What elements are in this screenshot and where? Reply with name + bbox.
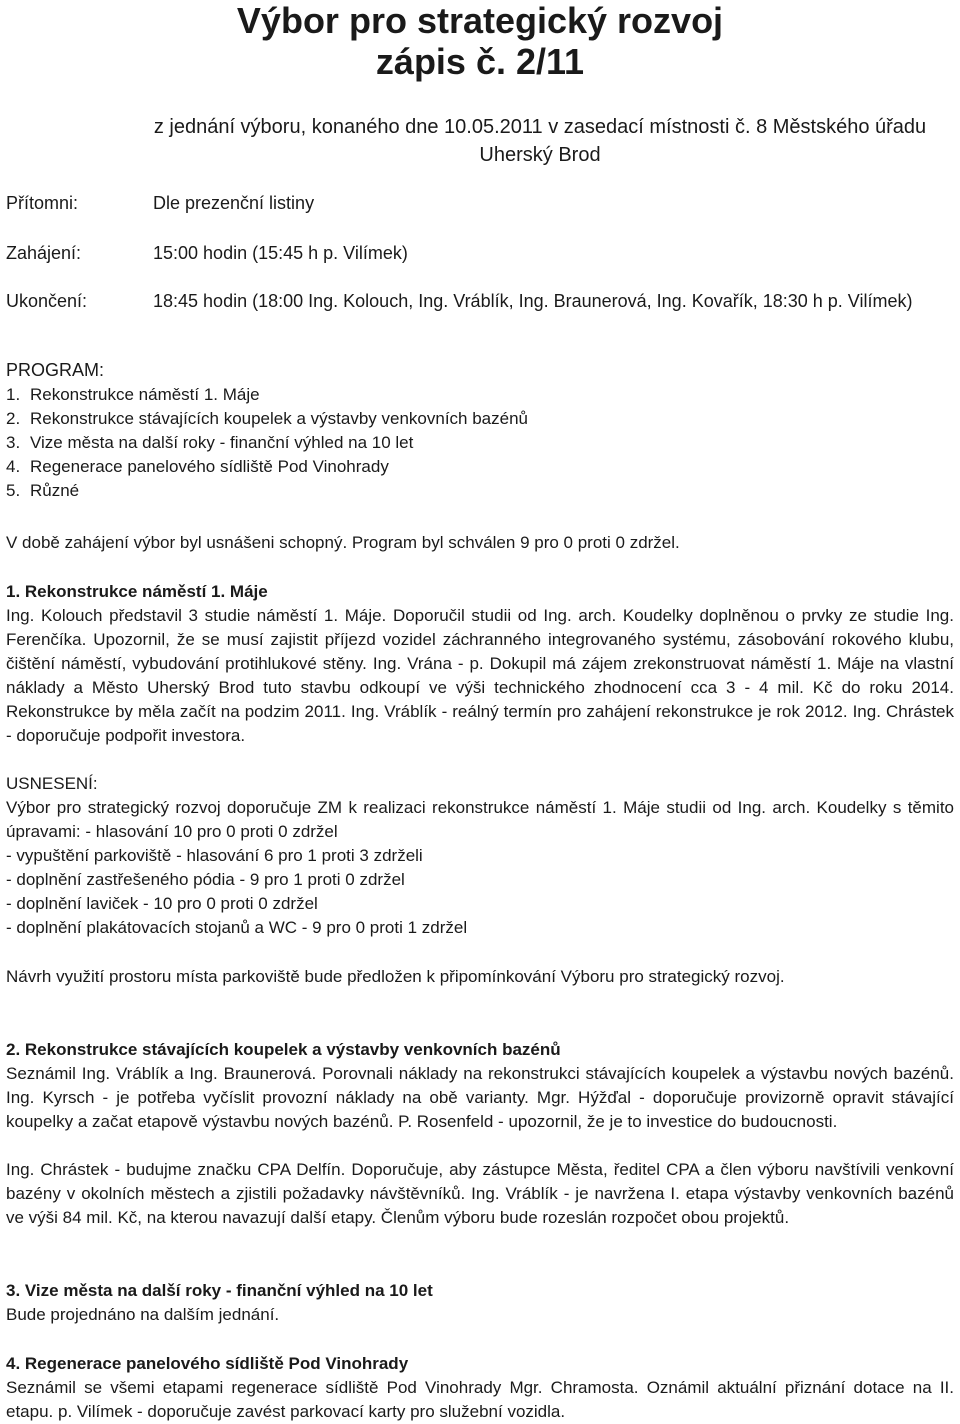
title-line-2: zápis č. 2/11 — [375, 41, 585, 82]
program-item-number: 5. — [6, 481, 21, 500]
section-3-body: Bude projednáno na dalším jednání. — [6, 1305, 280, 1324]
quorum-statement: V době zahájení výbor byl usnášeni schopný. Program byl schválen 9 pro 0 proti 0 zdržel. — [6, 533, 680, 552]
vote-item: - doplnění zastřešeného pódia - 9 pro 1 proti 0 zdržel — [6, 870, 405, 889]
meta-label: Zahájení: — [6, 243, 82, 263]
section-3-heading: 3. Vize města na další roky - finanční výhled na 10 let — [6, 1281, 433, 1300]
section-1-heading: 1. Rekonstrukce náměstí 1. Máje — [6, 582, 268, 601]
section-4-body: Seznámil se všemi etapami regenerace sídliště Pod Vinohrady Mgr. Chramosta. Oznámil aktuální přiznání dotace na II. etapu. p. Vilímek - doporučuje zavést parkovací karty pro služební vozidla. — [6, 1378, 954, 1421]
title-line-1: Výbor pro strategický rozvoj — [236, 0, 724, 41]
meta-value: 18:45 hodin (18:00 Ing. Kolouch, Ing. Vráblík, Ing. Braunerová, Ing. Kovařík, 18:30 h p. Vilímek) — [153, 291, 913, 311]
program-item-number: 2. — [6, 409, 21, 428]
program-item — [6, 455, 528, 479]
section-1-body: Ing. Kolouch představil 3 studie náměstí 1. Máje. Doporučil studii od Ing. arch. Koudelky doplněnou o prvky ze studie Ing. Ferenčíka. Upozornil, že se musí zajistit příjezd vozidel záchranného integrovaného systému, zásobování rokového klubu, čištění náměstí, vybudování protihlukové stěny. Ing. Vrána - p. Dokupil má zájem zrekonstruovat náměstí 1. Máje na vlastní náklady a Město Uherský Brod tuto stavbu odkoupí ve výši technického zhodnocení cca 3 - 4 mil. Kč do roku 2014. Rekonstrukce by měla začít na podzim 2011. Ing. Vráblík - reálný termín pro zahájení rekonstrukce je rok 2012. Ing. Chrástek - doporučuje podpořit investora. — [6, 606, 954, 745]
program-item — [6, 407, 528, 431]
program-item-text: Různé — [30, 481, 80, 500]
meta-value: 15:00 hodin (15:45 h p. Vilímek) — [153, 243, 408, 263]
program-item-text: Rekonstrukce stávajících koupelek a výstavby venkovních bazénů — [30, 409, 528, 428]
section-4-heading: 4. Regenerace panelového sídliště Pod Vinohrady — [6, 1354, 409, 1373]
program-list — [6, 383, 528, 503]
program-item-text: Regenerace panelového sídliště Pod Vinohrady — [30, 457, 389, 476]
program-item — [6, 479, 528, 503]
vote-item: - doplnění plakátovacích stojanů a WC - 9 pro 0 proti 1 zdržel — [6, 918, 468, 937]
section-2-paragraph-2: Ing. Chrástek - budujme značku CPA Delfín. Doporučuje, aby zástupce Města, ředitel CPA a člen výboru navštívili venkovní bazény v okolních městech a zjistili požadavky návštěvníků. Ing. Vráblík - je navržena I. etapa výstavby venkovních bazénů ve výši 84 mil. Kč, na kterou navazují další etapy. Členům výboru bude rozeslán rozpočet obou projektů. — [6, 1160, 954, 1227]
vote-item: - doplnění laviček - 10 pro 0 proti 0 zdržel — [6, 894, 318, 913]
program-item-number: 4. — [6, 457, 21, 476]
program-item-number: 1. — [6, 385, 21, 404]
program-heading: PROGRAM: — [6, 360, 105, 380]
program-item-number: 3. — [6, 433, 21, 452]
resolution-text: Výbor pro strategický rozvoj doporučuje ZM k realizaci rekonstrukce náměstí 1. Máje studii od Ing. arch. Koudelky s těmito úpravami: - hlasování 10 pro 0 proti 0 zdržel — [6, 798, 954, 841]
section-2-heading: 2. Rekonstrukce stávajících koupelek a výstavby venkovních bazénů — [6, 1040, 561, 1059]
program-item — [6, 383, 528, 407]
parking-proposal: Návrh využití prostoru místa parkoviště bude předložen k připomínkování Výboru pro strategický rozvoj. — [6, 967, 785, 986]
meta-label: Přítomni: — [6, 193, 79, 213]
vote-item: - vypuštění parkoviště - hlasování 6 pro 1 proti 3 zdrželi — [6, 846, 423, 865]
document-title — [0, 0, 960, 82]
meta-value: Dle prezenční listiny — [153, 193, 315, 213]
program-item-text: Rekonstrukce náměstí 1. Máje — [30, 385, 260, 404]
meeting-subtitle: z jednání výboru, konaného dne 10.05.2011 v zasedací místnosti č. 8 Městského úřadu Uherský Brod — [153, 116, 927, 166]
resolution-label: USNESENÍ: — [6, 774, 98, 793]
program-item — [6, 431, 528, 455]
meta-label: Ukončení: — [6, 291, 88, 311]
section-2-paragraph-1: Seznámil Ing. Vráblík a Ing. Braunerová. Porovnali náklady na rekonstrukci stávajících koupelek a výstavbu nových bazénů. Ing. Kyrsch - je potřeba vyčíslit provozní náklady na obě varianty. Mgr. Hýžďal - doporučuje provizorně opravit stávající koupelky a začat etapově výstavbu nových bazénů. P. Rosenfeld - upozornil, že je to investice do budoucnosti. — [6, 1064, 954, 1131]
program-item-text: Vize města na další roky - finanční výhled na 10 let — [30, 433, 414, 452]
